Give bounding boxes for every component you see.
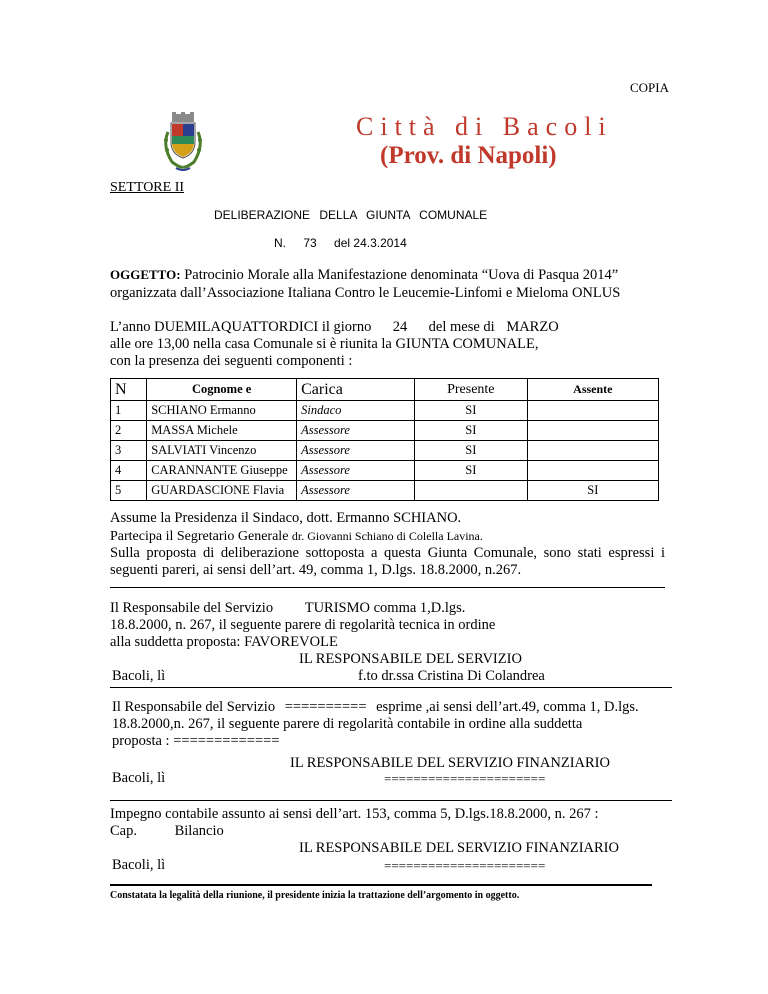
row-role: Assessore [297, 441, 415, 461]
row-name: MASSA Michele [147, 421, 297, 441]
row-present: SI [414, 401, 527, 421]
copy-label: COPIA [629, 80, 669, 95]
row-name: CARANNANTE Giuseppe [147, 461, 297, 481]
row-name: SALVIATI Vincenzo [147, 441, 297, 461]
table-row [111, 421, 659, 441]
secretary-line [110, 529, 483, 545]
row-absent [527, 461, 658, 481]
number-label: N. [274, 236, 286, 250]
row-number: 4 [111, 461, 147, 481]
subject-block [110, 266, 670, 302]
budget-commitment [110, 806, 680, 840]
attendance-table [110, 378, 659, 501]
intro-month-label: del mese di [428, 319, 495, 335]
header-absent: Assente [527, 379, 658, 401]
intro-line-2: alle ore 13,00 nella casa Comunale si è riunita la GIUNTA COMUNALE, [110, 336, 539, 352]
accounting-line-1b: ========== [284, 699, 367, 715]
table-row [111, 401, 659, 421]
commitment-signature-title: IL RESPONSABILE DEL SERVIZIO FINANZIARIO [299, 840, 619, 856]
row-role: Assessore [297, 461, 415, 481]
table-row [111, 481, 659, 501]
intro-day: 24 [392, 319, 408, 335]
subject-label: OGGETTO: [110, 267, 181, 282]
meeting-intro [110, 319, 670, 370]
row-number: 3 [111, 441, 147, 461]
accounting-opinion [112, 699, 712, 750]
technical-line-2: 18.8.2000, n. 267, il seguente parere di regolarità tecnica in ordine [110, 617, 496, 633]
commitment-line-1: Impegno contabile assunto ai sensi dell’art. 153, comma 5, D.lgs.18.8.2000, n. 267 : [110, 806, 599, 822]
technical-line-1b: TURISMO comma 1,D.lgs. [304, 600, 466, 616]
commitment-cap: Cap. [110, 823, 137, 839]
divider [110, 800, 672, 801]
number-value: 73 [303, 236, 317, 250]
technical-place: Bacoli, lì [112, 668, 166, 684]
technical-opinion [110, 600, 670, 651]
row-present [414, 481, 527, 501]
row-absent: SI [527, 481, 658, 501]
deliberation-date: del 24.3.2014 [334, 236, 407, 250]
table-row [111, 461, 659, 481]
divider [110, 884, 652, 886]
header-name: Cognome e [147, 379, 297, 401]
intro-month: MARZO [506, 319, 559, 335]
table-row [111, 441, 659, 461]
accounting-line-1a: Il Responsabile del Servizio [112, 699, 276, 715]
technical-signature-name: f.to dr.ssa Cristina Di Colandrea [358, 668, 545, 684]
row-name: GUARDASCIONE Flavia [147, 481, 297, 501]
presidency-line: Assume la Presidenza il Sindaco, dott. Ermanno SCHIANO. [110, 510, 462, 526]
subject-line-1: Patrocinio Morale alla Manifestazione denominata “Uova di Pasqua 2014” [184, 267, 619, 283]
accounting-line-2: 18.8.2000,n. 267, il seguente parere di regolarità contabile in ordine alla suddetta [112, 716, 583, 732]
row-name: SCHIANO Ermanno [147, 401, 297, 421]
row-role: Sindaco [297, 401, 415, 421]
accounting-signature-title: IL RESPONSABILE DEL SERVIZIO FINANZIARIO [290, 755, 610, 771]
proposal-paragraph: Sulla proposta di deliberazione sottoposta a questa Giunta Comunale, sono stati espressi i seguenti pareri, ai sensi dell’art. 49, comma 1, D.lgs. 18.8.2000, n.267. [110, 545, 665, 578]
row-present: SI [414, 441, 527, 461]
row-number: 5 [111, 481, 147, 501]
city-title: Città di Bacoli [356, 112, 613, 141]
row-role: Assessore [297, 421, 415, 441]
commitment-place: Bacoli, lì [112, 857, 166, 873]
sector-label: SETTORE II [110, 180, 185, 195]
accounting-signature-name: ====================== [384, 771, 546, 786]
municipal-crest-icon [158, 112, 208, 174]
row-role: Assessore [297, 481, 415, 501]
technical-line-3: alla suddetta proposta: FAVOREVOLE [110, 634, 338, 650]
row-present: SI [414, 421, 527, 441]
header-role: Carica [297, 379, 415, 401]
table-header-row [111, 379, 659, 401]
row-present: SI [414, 461, 527, 481]
accounting-line-3: proposta : ============= [112, 733, 280, 749]
row-number: 1 [111, 401, 147, 421]
province-title: (Prov. di Napoli) [380, 142, 557, 169]
row-absent [527, 441, 658, 461]
commitment-bilancio: Bilancio [174, 823, 224, 839]
technical-line-1a: Il Responsabile del Servizio [110, 600, 274, 616]
header-n: N [111, 379, 147, 401]
accounting-place: Bacoli, lì [112, 770, 166, 786]
secretary-name: dr. Giovanni Schiano di Colella Lavina. [291, 529, 483, 543]
subject-line-2: organizzata dall’Associazione Italiana Contro le Leucemie-Linfomi e Mieloma ONLUS [110, 285, 621, 301]
technical-signature-title: IL RESPONSABILE DEL SERVIZIO [299, 651, 522, 667]
divider [110, 687, 672, 688]
intro-year: L’anno DUEMILAQUATTORDICI il giorno [110, 319, 372, 335]
intro-line-3: con la presenza dei seguenti componenti : [110, 353, 353, 369]
row-number: 2 [111, 421, 147, 441]
row-absent [527, 401, 658, 421]
deliberation-title: DELIBERAZIONE DELLA GIUNTA COMUNALE [214, 208, 488, 222]
secretary-label: Partecipa il Segretario Generale [110, 529, 289, 544]
deliberation-number-row [274, 236, 421, 250]
row-absent [527, 421, 658, 441]
accounting-line-1c: esprime ,ai sensi dell’art.49, comma 1, D.lgs. [376, 699, 639, 715]
commitment-signature-name: ====================== [384, 858, 546, 873]
header-present: Presente [414, 379, 527, 401]
footer-statement: Constatata la legalità della riunione, il presidente inizia la trattazione dell’argomento in oggetto. [110, 890, 520, 901]
divider [110, 587, 665, 588]
